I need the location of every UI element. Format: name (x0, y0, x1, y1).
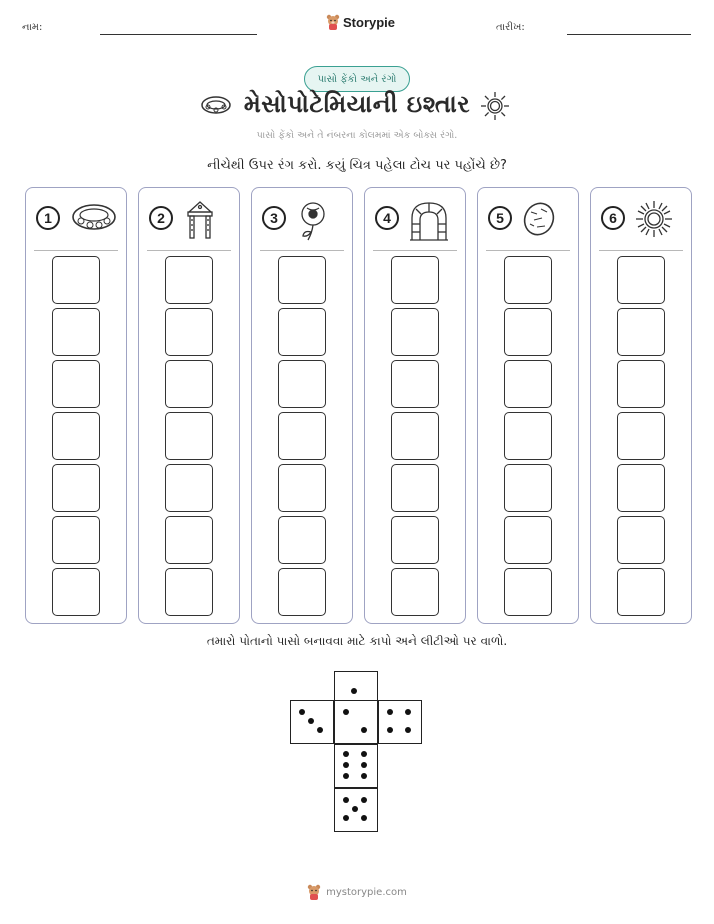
color-box[interactable] (617, 412, 665, 460)
color-box[interactable] (52, 256, 100, 304)
instructions-subtitle: પાસો ફેંકો અને તે નંબરના કોલમમાં એક બોક્સ રંગો. (256, 130, 458, 141)
color-box[interactable] (165, 360, 213, 408)
color-box[interactable] (504, 360, 552, 408)
activity-badge: પાસો ફેંકો અને રંગો (304, 66, 410, 92)
worksheet-header (0, 14, 714, 44)
die-pip (352, 806, 358, 812)
color-box[interactable] (617, 516, 665, 564)
color-box[interactable] (165, 412, 213, 460)
color-box[interactable] (504, 464, 552, 512)
column-6 (590, 187, 692, 624)
color-box[interactable] (391, 464, 439, 512)
die-face-6 (334, 744, 378, 788)
die-pip (361, 815, 367, 821)
color-box[interactable] (617, 360, 665, 408)
bear-icon (307, 884, 321, 900)
color-box[interactable] (278, 308, 326, 356)
shrine-icon (183, 200, 217, 242)
color-box[interactable] (52, 308, 100, 356)
die-pip (405, 709, 411, 715)
bangle-icon (70, 200, 118, 234)
color-box[interactable] (391, 412, 439, 460)
column-header (591, 198, 691, 238)
color-box[interactable] (617, 308, 665, 356)
color-box[interactable] (52, 516, 100, 564)
cut-instructions: તમારો પોતાનો પાસો બનાવવા માટે કાપો અને લીટીઓ પર વાળો. (206, 634, 508, 648)
die-pip (405, 727, 411, 733)
die-pip (343, 773, 349, 779)
color-box[interactable] (617, 464, 665, 512)
color-box[interactable] (278, 412, 326, 460)
color-box[interactable] (165, 308, 213, 356)
color-box[interactable] (504, 256, 552, 304)
column-header (478, 198, 578, 238)
die-pip (343, 709, 349, 715)
color-box[interactable] (165, 256, 213, 304)
column-divider (486, 250, 570, 251)
column-divider (34, 250, 118, 251)
die-pip (361, 797, 367, 803)
color-box[interactable] (391, 308, 439, 356)
color-box[interactable] (278, 256, 326, 304)
column-5 (477, 187, 579, 624)
page-footer (0, 884, 714, 900)
color-box[interactable] (52, 464, 100, 512)
column-3 (251, 187, 353, 624)
column-divider (147, 250, 231, 251)
die-pip (343, 797, 349, 803)
color-box[interactable] (391, 256, 439, 304)
die-pip (351, 688, 357, 694)
die-pip (308, 718, 314, 724)
column-divider (260, 250, 344, 251)
color-box[interactable] (278, 464, 326, 512)
date-line (567, 34, 691, 35)
question-text: નીચેથી ઉપર રંગ કરો. કયું ચિત્ર પહેલા ટોચ પર પહોંચે છે? (207, 158, 507, 173)
color-box[interactable] (52, 412, 100, 460)
sun-icon (480, 91, 510, 121)
name-label: નામ: (22, 22, 43, 33)
die-face-2 (290, 700, 334, 744)
flower-icon (296, 200, 330, 242)
column-number: 5 (488, 206, 512, 230)
column-divider (373, 250, 457, 251)
color-box[interactable] (165, 516, 213, 564)
color-box[interactable] (504, 308, 552, 356)
column-4 (364, 187, 466, 624)
column-divider (599, 250, 683, 251)
race-columns (25, 187, 691, 624)
brand-name: Storypie (343, 14, 396, 30)
column-header (139, 198, 239, 238)
column-header (365, 198, 465, 238)
stone-icon (522, 200, 556, 238)
date-label: તારીખ: (496, 22, 525, 33)
name-line (100, 34, 257, 35)
color-box[interactable] (52, 568, 100, 616)
color-box[interactable] (391, 516, 439, 564)
color-box[interactable] (278, 516, 326, 564)
die-pip (361, 727, 367, 733)
die-pip (343, 762, 349, 768)
color-box[interactable] (504, 412, 552, 460)
color-box[interactable] (617, 568, 665, 616)
column-header (252, 198, 352, 238)
color-box[interactable] (504, 568, 552, 616)
color-box[interactable] (165, 568, 213, 616)
column-number: 2 (149, 206, 173, 230)
bear-icon (326, 14, 340, 30)
column-number: 3 (262, 206, 286, 230)
die-pip (317, 727, 323, 733)
die-face-5 (334, 788, 378, 832)
column-number: 6 (601, 206, 625, 230)
gate-icon (409, 200, 449, 242)
color-box[interactable] (52, 360, 100, 408)
color-box[interactable] (391, 568, 439, 616)
title-row (0, 90, 714, 126)
footer-url: mystorypie.com (326, 886, 407, 898)
color-box[interactable] (165, 464, 213, 512)
dice-net (290, 671, 425, 835)
color-box[interactable] (504, 516, 552, 564)
die-pip (361, 773, 367, 779)
die-face-4 (378, 700, 422, 744)
die-pip (361, 762, 367, 768)
column-2 (138, 187, 240, 624)
die-face-3 (334, 700, 378, 744)
die-pip (299, 709, 305, 715)
column-header (26, 198, 126, 238)
column-number: 4 (375, 206, 399, 230)
column-number: 1 (36, 206, 60, 230)
die-pip (343, 751, 349, 757)
page-title: મેસોપોટેમિયાની ઇશ્તાર (243, 90, 471, 118)
die-pip (361, 751, 367, 757)
die-pip (387, 709, 393, 715)
die-pip (387, 727, 393, 733)
color-box[interactable] (278, 568, 326, 616)
color-box[interactable] (617, 256, 665, 304)
sun-icon (635, 200, 673, 238)
color-box[interactable] (391, 360, 439, 408)
color-box[interactable] (278, 360, 326, 408)
brand-logo (326, 14, 395, 30)
die-pip (343, 815, 349, 821)
column-1 (25, 187, 127, 624)
